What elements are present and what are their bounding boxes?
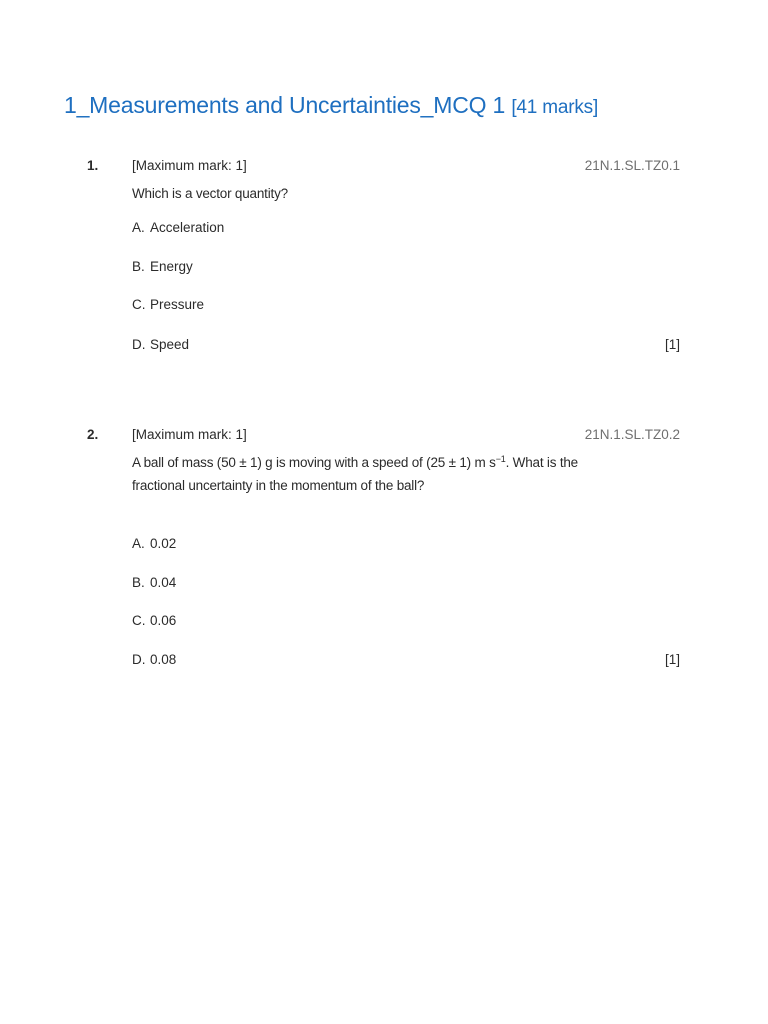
option-b xyxy=(132,575,176,590)
maximum-mark: [Maximum mark: 1] xyxy=(132,158,247,173)
option-letter: D. xyxy=(132,337,146,352)
option-text: Pressure xyxy=(150,297,205,312)
question-text xyxy=(132,182,622,205)
superscript-exponent: −1 xyxy=(495,454,506,464)
option-d xyxy=(132,337,189,352)
option-text: 0.02 xyxy=(150,536,177,551)
mark-allocation: [1] xyxy=(664,652,680,667)
option-text: Acceleration xyxy=(150,220,225,235)
question-text-rest: . What is the fractional uncertainty in the momentum of the ball? xyxy=(132,455,578,493)
question-text-main: Which is a vector quantity? xyxy=(132,186,288,201)
option-d xyxy=(132,652,176,667)
mark-allocation: [1] xyxy=(664,337,680,352)
option-letter: C. xyxy=(132,613,146,628)
question-number: 1. xyxy=(87,158,99,173)
option-text: 0.04 xyxy=(150,575,177,590)
total-marks: [41 marks] xyxy=(511,97,599,118)
option-letter: A. xyxy=(132,220,145,235)
option-text: Speed xyxy=(150,337,190,352)
option-a xyxy=(132,220,224,235)
option-text: 0.06 xyxy=(150,613,177,628)
option-c xyxy=(132,613,176,628)
maximum-mark: [Maximum mark: 1] xyxy=(132,427,247,442)
option-text: 0.08 xyxy=(150,652,177,667)
option-a xyxy=(132,536,176,551)
option-letter: D. xyxy=(132,652,146,667)
option-text: Energy xyxy=(150,259,193,274)
page-title xyxy=(64,92,598,119)
option-letter: B. xyxy=(132,575,145,590)
option-letter: C. xyxy=(132,297,146,312)
question-code: 21N.1.SL.TZ0.1 xyxy=(584,158,680,173)
page-title-text: 1_Measurements and Uncertainties_MCQ 1 xyxy=(64,92,506,118)
option-c xyxy=(132,297,204,312)
question-text xyxy=(132,451,622,497)
option-b xyxy=(132,259,193,274)
question-number: 2. xyxy=(87,427,99,442)
option-letter: B. xyxy=(132,259,145,274)
question-code: 21N.1.SL.TZ0.2 xyxy=(584,427,680,442)
option-letter: A. xyxy=(132,536,145,551)
question-text-main: A ball of mass (50 ± 1) g is moving with a speed of (25 ± 1) m s xyxy=(132,455,496,470)
